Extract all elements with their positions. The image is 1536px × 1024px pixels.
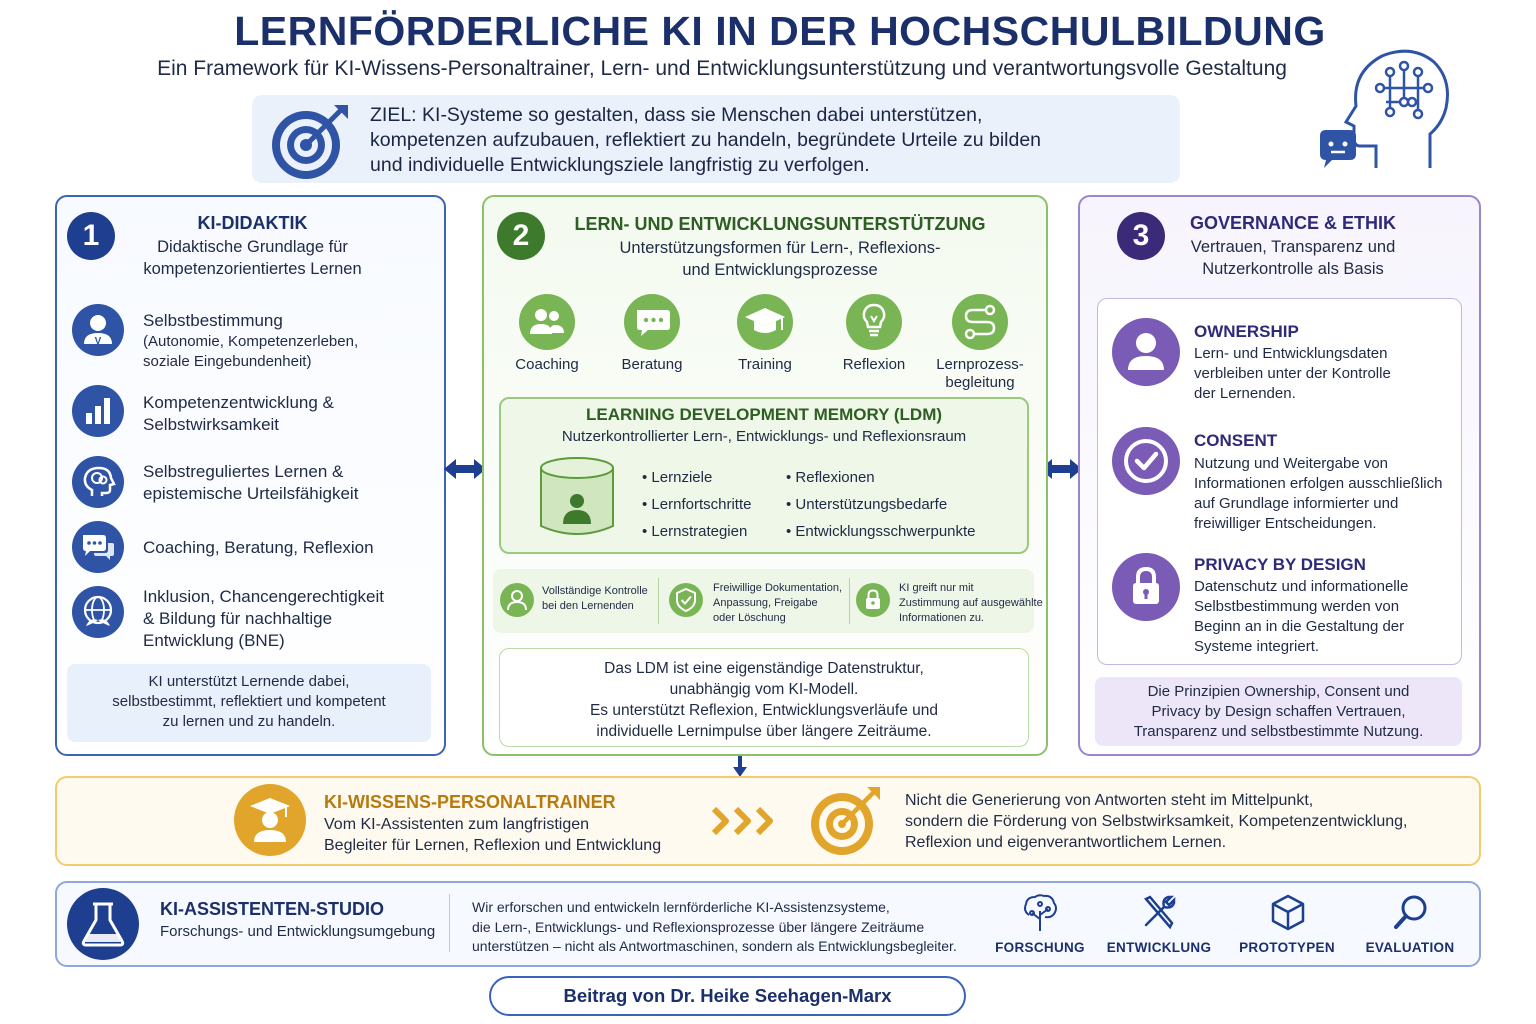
goal-text: [370, 103, 1170, 178]
ldm-item-text: Lernziele: [651, 469, 713, 486]
principle-line: Informationen erfolgen ausschließlich: [1194, 475, 1443, 492]
control-text: [542, 584, 648, 614]
principle-text: [1194, 454, 1444, 534]
form-label-line: begleitung: [945, 374, 1015, 391]
ldm-list-item: • Lernfortschritte: [642, 496, 752, 513]
principle-line: Datenschutz und informationelle: [1194, 578, 1409, 595]
studio-step-label: FORSCHUNG: [995, 940, 1085, 955]
ldm-item-text: Entwicklungsschwerpunkte: [795, 523, 976, 540]
principle-title: PRIVACY BY DESIGN: [1194, 555, 1366, 574]
cube-icon: [1270, 893, 1306, 931]
route-icon: [952, 294, 1008, 350]
control-line: Freiwillige Dokumentation,: [713, 582, 842, 594]
column-number: 3: [1117, 212, 1165, 260]
ldm-list-left: [642, 464, 751, 545]
subtitle-line: und Entwicklungsprozesse: [682, 261, 878, 279]
target-icon: [268, 101, 352, 185]
divider: [449, 894, 450, 952]
person-icon: [1112, 318, 1180, 386]
column-title: GOVERNANCE & ETHIK: [1189, 213, 1396, 233]
note-line: individuelle Lernimpulse über längere Zeiträume.: [596, 723, 932, 740]
principle-title: OWNERSHIP: [1194, 322, 1299, 341]
control-line: KI greift nur mit: [899, 582, 974, 594]
svg-text:V: V: [94, 336, 102, 347]
form-label: Beratung: [621, 356, 683, 373]
subtitle-line: Unterstützungsformen für Lern-, Reflexions-: [619, 239, 941, 257]
ai-head-icon: [1316, 42, 1462, 176]
tree-brain-icon: [1021, 893, 1059, 933]
people-icon: [519, 294, 575, 350]
item-line: Kompetenzentwicklung &: [143, 393, 334, 412]
principle-line: Nutzung und Weitergabe von: [1194, 455, 1389, 472]
summary-line: Die Prinzipien Ownership, Consent und: [1147, 683, 1410, 700]
trainer-text: [905, 790, 1407, 853]
column-number: 2: [497, 212, 545, 260]
page-subtitle: Ein Framework für KI-Wissens-Personaltrainer, Lern- und Entwicklungsunterstützung und verantwortungsvolle Gestaltung: [157, 57, 1287, 80]
trainer-subtitle: [324, 814, 661, 856]
ldm-list-item: • Lernziele: [642, 469, 713, 486]
item-line: Selbstreguliertes Lernen &: [143, 462, 344, 481]
author-credit: Beitrag von Dr. Heike Seehagen-Marx: [489, 976, 966, 1016]
studio-text: [472, 898, 957, 957]
trainer-text-line: Reflexion und eigenverantwortlichem Lernen.: [905, 834, 1227, 851]
form-label-line: Lernprozess-: [936, 356, 1024, 373]
trainer-subtitle-line: Vom KI-Assistenten zum langfristigen: [324, 816, 590, 833]
lightbulb-icon: [846, 294, 902, 350]
ldm-item-text: Lernfortschritte: [651, 496, 752, 513]
goal-line: ZIEL: KI-Systeme so gestalten, dass sie Menschen dabei unterstützen,: [370, 104, 983, 126]
item-line: Entwicklung (BNE): [143, 631, 285, 650]
ldm-list-item: • Lernstrategien: [642, 523, 748, 540]
column-title: LERN- UND ENTWICKLUNGSUNTERSTÜTZUNG: [574, 214, 986, 234]
column-title: KI-DIDAKTIK: [197, 213, 308, 233]
summary-line: KI unterstützt Lernende dabei,: [148, 673, 350, 690]
magnifier-icon: [1392, 893, 1430, 931]
subtitle-line: kompetenzorientiertes Lernen: [143, 260, 362, 278]
arrow-down-icon: [732, 756, 748, 778]
control-line: Informationen zu.: [899, 612, 984, 624]
principle-line: der Lernenden.: [1194, 385, 1296, 402]
didaktik-item-detail: [143, 332, 358, 372]
form-label: Coaching: [515, 356, 579, 373]
principle-line: auf Grundlage informierter und: [1194, 495, 1399, 512]
divider: [658, 578, 659, 624]
goal-line: kompetenzen aufzubauen, reflektiert zu handeln, begründete Urteile zu bilden: [370, 129, 1042, 151]
divider: [849, 578, 850, 624]
user-outline-icon: [500, 583, 534, 617]
person-v-icon: [72, 304, 124, 356]
item-line: epistemische Urteilsfähigkeit: [143, 484, 359, 503]
principle-line: verbleiben unter der Kontrolle: [1194, 365, 1391, 382]
principle-text: [1194, 344, 1434, 404]
ldm-list-item: • Reflexionen: [786, 469, 875, 486]
studio-subtitle: Forschungs- und Entwicklungsumgebung: [160, 923, 436, 940]
didaktik-item: Coaching, Beratung, Reflexion: [143, 538, 374, 557]
double-arrow-icon: [444, 458, 486, 480]
studio-text-line: unterstützen – nicht als Antwortmaschinen, sondern als Entwicklungsbegleiter.: [472, 938, 957, 954]
chat-bubbles-icon: [72, 521, 124, 573]
form-label: [925, 356, 1035, 392]
didaktik-item: Selbstbestimmung: [143, 311, 283, 330]
padlock-icon: [1112, 553, 1180, 621]
column-subtitle: [560, 237, 1000, 281]
summary-line: zu lernen und zu handeln.: [162, 713, 336, 730]
trainer-title: KI-WISSENS-PERSONALTRAINER: [324, 792, 616, 812]
bar-chart-icon: [72, 385, 124, 437]
didaktik-summary: [67, 664, 431, 742]
ldm-subtitle: Nutzerkontrollierter Lern-, Entwicklungs- und Reflexionsraum: [561, 428, 967, 445]
studio-step-label: EVALUATION: [1365, 940, 1455, 955]
control-line: oder Löschung: [713, 612, 786, 624]
principle-line: Lern- und Entwicklungsdaten: [1194, 345, 1388, 362]
control-line: Zustimmung auf ausgewählte: [899, 597, 1043, 609]
tools-icon: [1140, 893, 1178, 931]
control-text: [713, 581, 842, 626]
subtitle-line: Nutzerkontrolle als Basis: [1202, 260, 1384, 278]
detail-line: (Autonomie, Kompetenzerleben,: [143, 333, 359, 350]
ldm-list-item: • Unterstützungsbedarfe: [786, 496, 948, 513]
trainer-text-line: Nicht die Generierung von Antworten steht im Mittelpunkt,: [905, 792, 1314, 809]
summary-line: Privacy by Design schaffen Vertrauen,: [1151, 703, 1406, 720]
page-title: LERNFÖRDERLICHE KI IN DER HOCHSCHULBILDUNG: [234, 8, 1326, 54]
studio-step-label: PROTOTYPEN: [1239, 940, 1335, 955]
control-line: Anpassung, Freigabe: [713, 597, 818, 609]
studio-text-line: die Lern-, Entwicklungs- und Reflexionsprozesse über längere Zeiträume: [472, 918, 925, 935]
ldm-item-text: Reflexionen: [795, 469, 875, 486]
trainer-subtitle-line: Begleiter für Lernen, Reflexion und Entwicklung: [324, 837, 662, 854]
form-label: Reflexion: [842, 356, 906, 373]
triple-chevron-icon: [710, 806, 778, 836]
item-line: & Bildung für nachhaltige: [143, 609, 333, 628]
didaktik-item: [143, 461, 358, 505]
graduation-cap-icon: [737, 294, 793, 350]
didaktik-item: [143, 586, 384, 652]
principle-text: [1194, 577, 1434, 657]
principle-line: Selbstbestimmung werden von: [1194, 598, 1400, 615]
ldm-item-text: Lernstrategien: [651, 523, 748, 540]
note-line: unabhängig vom KI-Modell.: [669, 681, 859, 698]
speech-bubble-icon: [624, 294, 680, 350]
column-subtitle: [120, 236, 385, 280]
item-line: Inklusion, Chancengerechtigkeit: [143, 587, 384, 606]
ldm-list-item: • Entwicklungsschwerpunkte: [786, 523, 976, 540]
summary-line: Transparenz und selbstbestimmte Nutzung.: [1133, 723, 1424, 740]
principle-title: CONSENT: [1194, 431, 1278, 450]
check-icon: [1112, 427, 1180, 495]
didaktik-item: [143, 392, 334, 436]
studio-text-line: Wir erforschen und entwickeln lernförderliche KI-Assistenzsysteme,: [472, 899, 890, 915]
ldm-item-text: Unterstützungsbedarfe: [795, 496, 948, 513]
form-label: Training: [738, 356, 792, 373]
ldm-title: LEARNING DEVELOPMENT MEMORY (LDM): [585, 405, 943, 424]
principle-line: Beginn an in die Gestaltung der: [1194, 618, 1405, 635]
studio-step-label: ENTWICKLUNG: [1106, 940, 1212, 955]
lock-icon: [856, 583, 890, 617]
studio-title: KI-ASSISTENTEN-STUDIO: [160, 899, 385, 919]
graduate-icon: [234, 784, 306, 856]
target-arrow-icon: [809, 784, 883, 858]
subtitle-line: Didaktische Grundlage für: [157, 238, 348, 256]
governance-summary: [1095, 677, 1462, 746]
summary-line: selbstbestimmt, reflektiert und kompetent: [112, 693, 386, 710]
note-line: Das LDM ist eine eigenständige Datenstruktur,: [604, 660, 924, 677]
goal-line: und individuelle Entwicklungsziele langfristig zu verfolgen.: [370, 154, 870, 176]
item-line: Selbstwirksamkeit: [143, 415, 280, 434]
note-line: Es unterstützt Reflexion, Entwicklungsverläufe und: [589, 702, 939, 719]
control-line: Vollständige Kontrolle: [542, 585, 648, 597]
ldm-note: [499, 648, 1029, 747]
flask-icon: [67, 888, 139, 960]
brain-head-icon: [72, 456, 124, 508]
database-user-icon: [538, 456, 616, 540]
column-number: 1: [67, 212, 115, 260]
shield-check-icon: [669, 583, 703, 617]
globe-leaf-icon: [72, 586, 124, 638]
detail-line: soziale Eingebundenheit): [143, 353, 312, 370]
control-text: [899, 581, 1043, 626]
control-line: bei den Lernenden: [542, 600, 634, 612]
principle-line: Systeme integriert.: [1194, 638, 1320, 655]
subtitle-line: Vertrauen, Transparenz und: [1190, 238, 1396, 256]
column-subtitle: [1170, 236, 1416, 280]
trainer-text-line: sondern die Förderung von Selbstwirksamkeit, Kompetenzentwicklung,: [905, 813, 1408, 830]
principle-line: freiwilliger Entscheidungen.: [1194, 515, 1377, 532]
ldm-list-right: [786, 464, 976, 545]
